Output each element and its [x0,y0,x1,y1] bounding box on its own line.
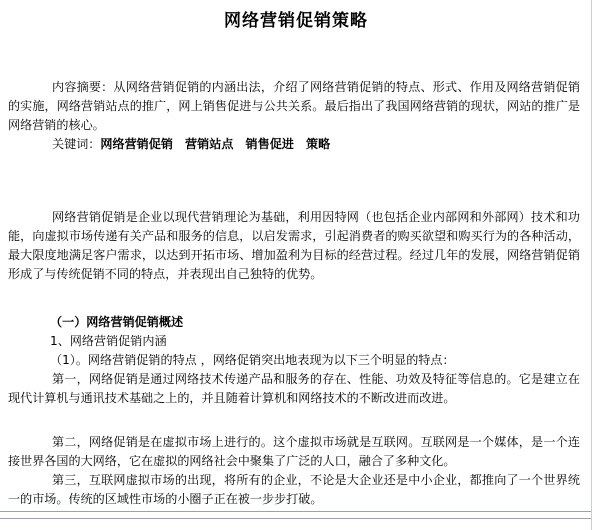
bottom-divider [0,511,592,512]
document-title: 网络营销促销策略 [224,11,368,31]
point-2-paragraph: 第二，网络促销是在虚拟市场上进行的。这个虚拟市场就是互联网。互联网是一个媒体，是一个连接世界各国的大网络，它在虚拟的网络社会中聚集了广泛的人口，融合了多种文化。 [8,435,580,468]
point-heading: （1）。网络营销促销的特点 ，网络促销突出地表现为以下三个明显的特点： [50,353,455,367]
point-3-paragraph: 第三，互联网虚拟市场的出现，将所有的企业，不论是大企业还是中小企业，都推向了一个世界统一的市场。传统的区域性市场的小圈子正在被一步步打破。 [8,473,580,506]
subsection-heading: 1、网络营销促销内涵 [50,334,167,348]
keywords-line [52,135,572,154]
keywords-text: 网络营销促销 营销站点 销售促进 策略 [100,137,331,151]
point-1-paragraph: 第一，网络促销是通过网络技术传递产品和服务的存在、性能、功效及特征等信息的。它是建立在现代计算机与通讯技术基础之上的，并且随着计算机和网络技术的不断改进而改进。 [8,372,580,405]
abstract-paragraph: 内容摘要：从网络营销促销的内涵出法，介绍了网络营销促销的特点、形式、作用及网络营销促销的实施，网络营销站点的推广，网上销售促进与公共关系。最后指出了我国网络营销的现状，网站的推广是网络营销的核心。 [8,80,580,132]
intro-paragraph: 网络营销促销是企业以现代营销理论为基础，利用因特网（也包括企业内部网和外部网）技术和功能，向虚拟市场传递有关产品和服务的信息，以启发需求，引起消费者的购买欲望和购买行为的各种活动，最大限度地满足客户需求，以达到开拓市场、增加盈利为目标的经营过程。经过几年的发展，网络营销促销形成了与传统促销不同的特点，并表现出自己独特的优势。 [8,210,580,281]
bottom-divider-secondary [0,518,592,519]
keywords-label: 关键词： [52,137,101,151]
section-heading: （一）网络营销促销概述 [50,315,184,329]
